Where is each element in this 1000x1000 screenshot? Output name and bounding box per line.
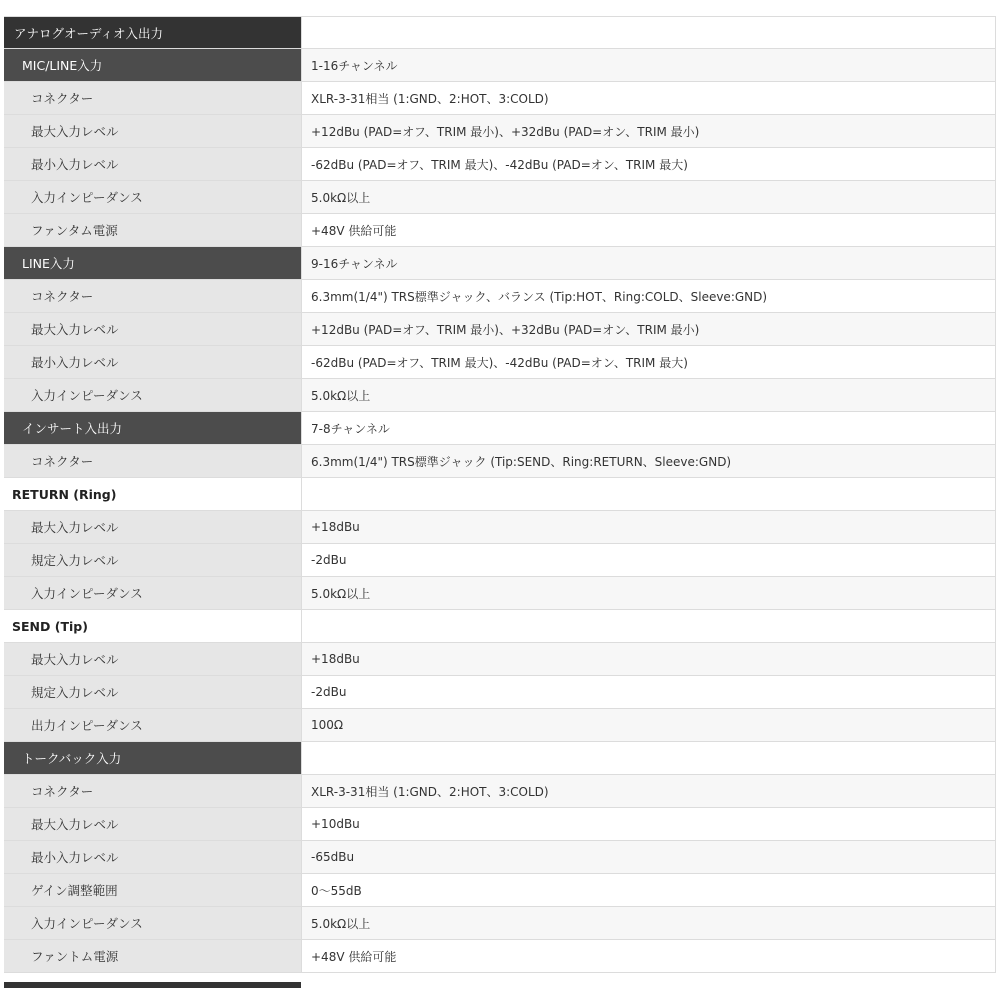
spec-label: ファンタム電源 [4, 214, 301, 246]
spec-row-item [4, 643, 996, 676]
spec-value: -2dBu [301, 544, 996, 576]
spec-label: 最小入力レベル [4, 148, 301, 180]
spec-value: 6.3mm(1/4") TRS標準ジャック (Tip:SEND、Ring:RETURN、Sleeve:GND) [301, 445, 996, 477]
spec-row-section [4, 16, 996, 49]
spec-row-group [4, 478, 996, 511]
spec-value: 1-16チャンネル [301, 49, 996, 81]
spec-row-item [4, 511, 996, 544]
spec-value: 6.3mm(1/4") TRS標準ジャック、バランス (Tip:HOT、Ring:COLD、Sleeve:GND) [301, 280, 996, 312]
spec-row-sub [4, 247, 996, 280]
spec-value: +18dBu [301, 643, 996, 675]
spec-value [301, 478, 996, 510]
spec-label: 入力インピーダンス [4, 181, 301, 213]
spec-label: 規定入力レベル [4, 676, 301, 708]
spec-row-sub [4, 742, 996, 775]
spec-row-item [4, 676, 996, 709]
spec-label: 入力インピーダンス [4, 379, 301, 411]
spec-value: +18dBu [301, 511, 996, 543]
spec-row-item [4, 313, 996, 346]
spec-row-item [4, 379, 996, 412]
spec-label: コネクター [4, 280, 301, 312]
spec-label: 入力インピーダンス [4, 907, 301, 939]
spec-value: -62dBu (PAD=オフ、TRIM 最大)、-42dBu (PAD=オン、TRIM 最大) [301, 346, 996, 378]
spec-label: 最大入力レベル [4, 115, 301, 147]
spec-row-item [4, 148, 996, 181]
spec-label: 最小入力レベル [4, 841, 301, 873]
spec-value [301, 17, 996, 48]
spec-value: -65dBu [301, 841, 996, 873]
spec-value: 9-16チャンネル [301, 247, 996, 279]
spec-value: 5.0kΩ以上 [301, 379, 996, 411]
spec-row-item [4, 577, 996, 610]
spec-row-item [4, 181, 996, 214]
spec-value: 5.0kΩ以上 [301, 907, 996, 939]
spec-row-item [4, 808, 996, 841]
spec-row-item [4, 346, 996, 379]
spec-value [301, 610, 996, 642]
spec-value: 100Ω [301, 709, 996, 741]
spec-value: +10dBu [301, 808, 996, 840]
spec-value: XLR-3-31相当 (1:GND、2:HOT、3:COLD) [301, 82, 996, 114]
next-section-header-partial [4, 982, 301, 988]
spec-label: インサート入出力 [4, 412, 301, 444]
spec-label: 最大入力レベル [4, 808, 301, 840]
spec-value: 5.0kΩ以上 [301, 577, 996, 609]
spec-row-sub [4, 412, 996, 445]
spec-value: +48V 供給可能 [301, 940, 996, 972]
spec-value: 5.0kΩ以上 [301, 181, 996, 213]
spec-row-item [4, 214, 996, 247]
spec-row-item [4, 115, 996, 148]
spec-label: トークバック入力 [4, 742, 301, 774]
spec-label: RETURN (Ring) [4, 478, 301, 510]
spec-row-item [4, 841, 996, 874]
spec-row-item [4, 280, 996, 313]
spec-label: アナログオーディオ入出力 [4, 17, 301, 48]
spec-row-group [4, 610, 996, 643]
spec-row-sub [4, 49, 996, 82]
spec-label: ゲイン調整範囲 [4, 874, 301, 906]
spec-label: 最大入力レベル [4, 643, 301, 675]
spec-label: 出力インピーダンス [4, 709, 301, 741]
spec-label: 最大入力レベル [4, 313, 301, 345]
spec-label: コネクター [4, 775, 301, 807]
spec-value: -62dBu (PAD=オフ、TRIM 最大)、-42dBu (PAD=オン、TRIM 最大) [301, 148, 996, 180]
spec-row-item [4, 775, 996, 808]
spec-row-item [4, 544, 996, 577]
spec-value [301, 742, 996, 774]
spec-value: +12dBu (PAD=オフ、TRIM 最小)、+32dBu (PAD=オン、TRIM 最小) [301, 115, 996, 147]
spec-label: MIC/LINE入力 [4, 49, 301, 81]
spec-row-item [4, 82, 996, 115]
spec-row-item [4, 874, 996, 907]
spec-row-item [4, 445, 996, 478]
spec-row-item [4, 907, 996, 940]
spec-row-item [4, 940, 996, 973]
spec-value: +48V 供給可能 [301, 214, 996, 246]
spec-row-item [4, 709, 996, 742]
spec-value: XLR-3-31相当 (1:GND、2:HOT、3:COLD) [301, 775, 996, 807]
spec-value: +12dBu (PAD=オフ、TRIM 最小)、+32dBu (PAD=オン、TRIM 最小) [301, 313, 996, 345]
spec-label: SEND (Tip) [4, 610, 301, 642]
spec-label: 規定入力レベル [4, 544, 301, 576]
spec-table [4, 16, 996, 973]
spec-value: 7-8チャンネル [301, 412, 996, 444]
spec-label: コネクター [4, 82, 301, 114]
spec-value: -2dBu [301, 676, 996, 708]
spec-label: LINE入力 [4, 247, 301, 279]
spec-label: コネクター [4, 445, 301, 477]
spec-label: 最小入力レベル [4, 346, 301, 378]
spec-label: 最大入力レベル [4, 511, 301, 543]
spec-value: 0〜55dB [301, 874, 996, 906]
spec-label: ファントム電源 [4, 940, 301, 972]
spec-label: 入力インピーダンス [4, 577, 301, 609]
